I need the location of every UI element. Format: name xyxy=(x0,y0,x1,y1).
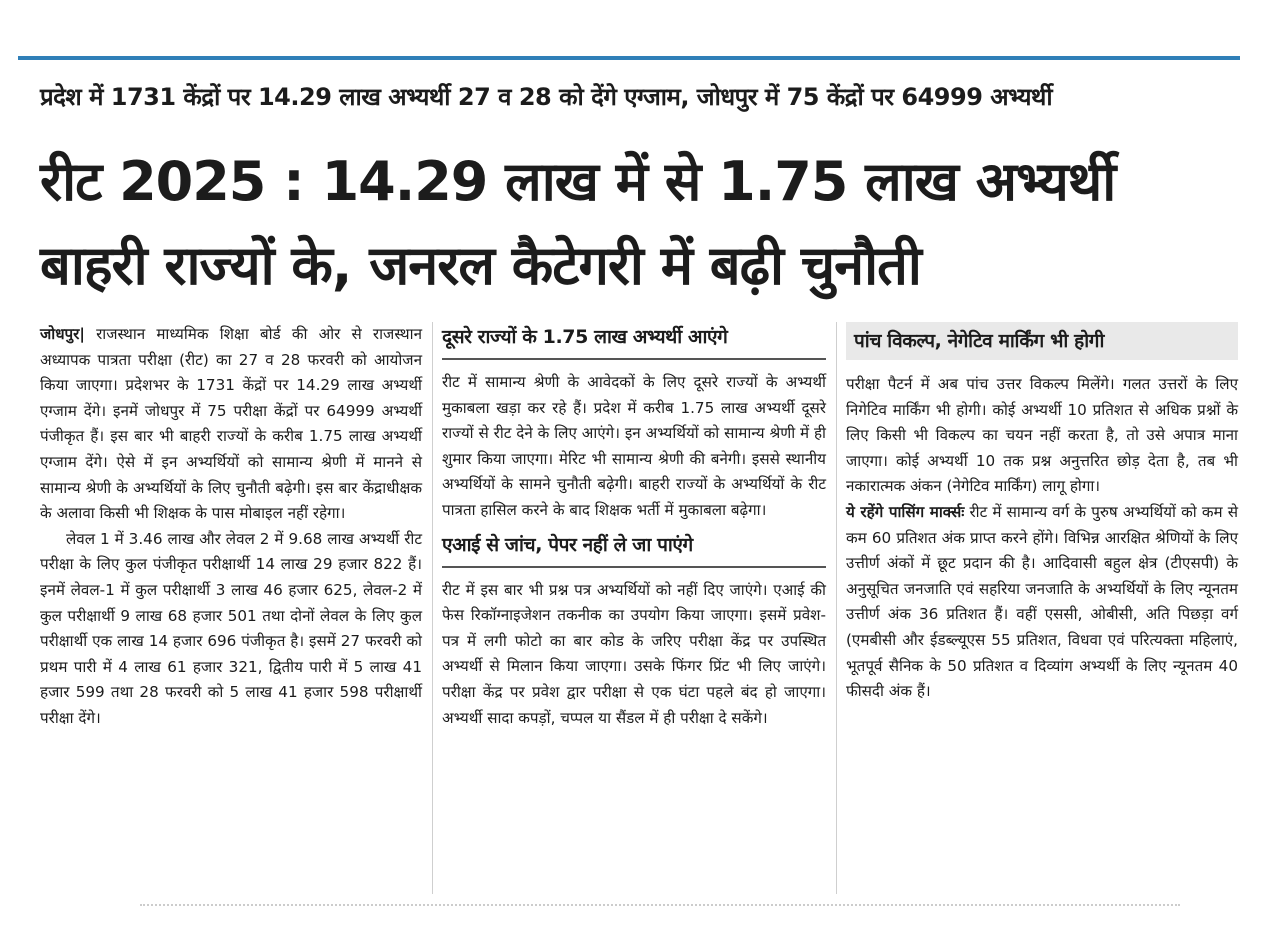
article-column-2 xyxy=(442,322,826,731)
paragraph: रीट में सामान्य श्रेणी के आवेदकों के लिए दूसरे राज्यों के अभ्यर्थी मुकाबला खड़ा कर रहे हैं। प्रदेश में करीब 1.75 लाख अभ्यर्थी दूसरे राज्यों से रीट देने के लिए आएंगे। इन अभ्यर्थियों को सामान्य श्रेणी में ही शुमार किया जाएगा। मेरिट भी सामान्य श्रेणी की बनेगी। इससे स्थानीय अभ्यर्थियों के सामने चुनौती बढ़ेगी। बाहरी राज्यों के अभ्यर्थियों के रीट पात्रता हासिल करने के बाद शिक्षक भर्ती में मुकाबला बढ़ेगा। xyxy=(442,373,826,519)
column-divider xyxy=(432,322,433,894)
dateline: जोधपुर| xyxy=(40,325,85,343)
main-headline xyxy=(40,140,1250,308)
kicker-headline: प्रदेश में 1731 केंद्रों पर 14.29 लाख अभ्यर्थी 27 व 28 को देंगे एग्जाम, जोधपुर में 75 केंद्रों पर 64999 अभ्यर्थी xyxy=(40,83,1053,111)
headline-line-1: रीट 2025 : 14.29 लाख में से 1.75 लाख अभ्यर्थी xyxy=(40,150,1116,213)
paragraph-text: रीट में सामान्य वर्ग के पुरुष अभ्यर्थियों को कम से कम 60 प्रतिशत अंक प्राप्त करने होंगे। विभिन्न आरक्षित श्रेणियों के लिए उत्तीर्ण अंकों में छूट प्रदान की है। आदिवासी बहुल क्षेत्र (टीएसपी) के अनुसूचित जनजाति एवं सहरिया जनजाति के अभ्यर्थियों के लिए न्यूनतम उत्तीर्ण अंक 36 प्रतिशत हैं। वहीं एससी, ओबीसी, अति पिछड़ा वर्ग (एमबीसी और ईडब्ल्यूएस 55 प्रतिशत, विधवा एवं परित्यक्ता महिलाएं, भूतपूर्व सैनिक के 50 प्रतिशत व दिव्यांग अभ्यर्थी के लिए न्यूनतम 40 फीसदी अंक हैं। xyxy=(846,502,1238,701)
column-divider xyxy=(836,322,837,894)
paragraph xyxy=(40,322,422,527)
article-column-3 xyxy=(846,322,1238,705)
top-rule xyxy=(18,56,1240,60)
cropped-next-line xyxy=(140,904,1180,916)
lead-in: ये रहेंगे पासिंग मार्क्सः xyxy=(846,502,965,521)
paragraph-text: राजस्थान माध्यमिक शिक्षा बोर्ड की ओर से राजस्थान अध्यापक पात्रता परीक्षा (रीट) का 27 व 28 फरवरी को आयोजन किया जाएगा। प्रदेशभर के 1731 केंद्रों पर 14.29 लाख अभ्यर्थी एग्जाम देंगे। इनमें जोधपुर में 75 परीक्षा केंद्रों पर 64999 अभ्यर्थी पंजीकृत हैं। इस बार भी बाहरी राज्यों के करीब 1.75 लाख अभ्यर्थी एग्जाम देंगे। ऐसे में इन अभ्यर्थियों को सामान्य श्रेणी में मानने से सामान्य श्रेणी के अभ्यर्थियों के लिए चुनौती बढ़ेगी। इस बार केंद्राधीक्षक के अलावा किसी भी शिक्षक के पास मोबाइल नहीं रहेगा। xyxy=(40,325,422,523)
subheading: एआई से जांच, पेपर नहीं ले जा पाएंगे xyxy=(442,530,826,568)
headline-line-2: बाहरी राज्यों के, जनरल कैटेगरी में बढ़ी चुनौती xyxy=(40,234,921,297)
paragraph: रीट में इस बार भी प्रश्न पत्र अभ्यर्थियों को नहीं दिए जाएंगे। एआई की फेस रिकॉग्नाइजेशन तकनीक का उपयोग किया जाएगा। इसमें प्रवेश-पत्र में लगी फोटो का बार कोड के जरिए परीक्षा केंद्र पर उपस्थित अभ्यर्थी से मिलान किया जाएगा। उसके फिंगर प्रिंट भी लिए जाएंगे। परीक्षा केंद्र पर प्रवेश द्वार परीक्षा से एक घंटा पहले बंद हो जाएगा। अभ्यर्थी सादा कपड़ों, चप्पल या सैंडल में ही परीक्षा दे सकेंगे। xyxy=(442,580,826,727)
paragraph: परीक्षा पैटर्न में अब पांच उत्तर विकल्प मिलेंगे। गलत उत्तरों के लिए निगेटिव मार्किंग भी होगी। कोई अभ्यर्थी 10 प्रतिशत से अधिक प्रश्नों के लिए किसी भी विकल्प का चयन नहीं करता है, तो उसे अपात्र माना जाएगा। कोई अभ्यर्थी 10 तक प्रश्न अनुत्तरित छोड़ देता है, तब भी नकारात्मक अंकन (नेगेटिव मार्किंग) लागू होगा। xyxy=(846,375,1238,496)
subheading: दूसरे राज्यों के 1.75 लाख अभ्यर्थी आएंगे xyxy=(442,322,826,360)
paragraph xyxy=(846,500,1238,705)
paragraph: लेवल 1 में 3.46 लाख और लेवल 2 में 9.68 लाख अभ्यर्थी रीट परीक्षा के लिए कुल पंजीकृत परीक्षार्थी 14 लाख 29 हजार 822 हैं। इनमें लेवल-1 में कुल परीक्षार्थी 3 लाख 46 हजार 625, लेवल-2 में कुल परीक्षार्थी 9 लाख 68 हजार 501 तथा दोनों लेवल के लिए कुल परीक्षार्थी एक लाख 14 हजार 696 पंजीकृत है। इसमें 27 फरवरी को प्रथम पारी में 4 लाख 61 हजार 321, द्वितीय पारी में 5 लाख 41 हजार 599 तथा 28 फरवरी को 5 लाख 41 हजार 598 परीक्षार्थी परीक्षा देंगे। xyxy=(40,529,422,727)
subheading: पांच विकल्प, नेगेटिव मार्किंग भी होगी xyxy=(846,322,1238,360)
article-column-1 xyxy=(40,322,422,732)
